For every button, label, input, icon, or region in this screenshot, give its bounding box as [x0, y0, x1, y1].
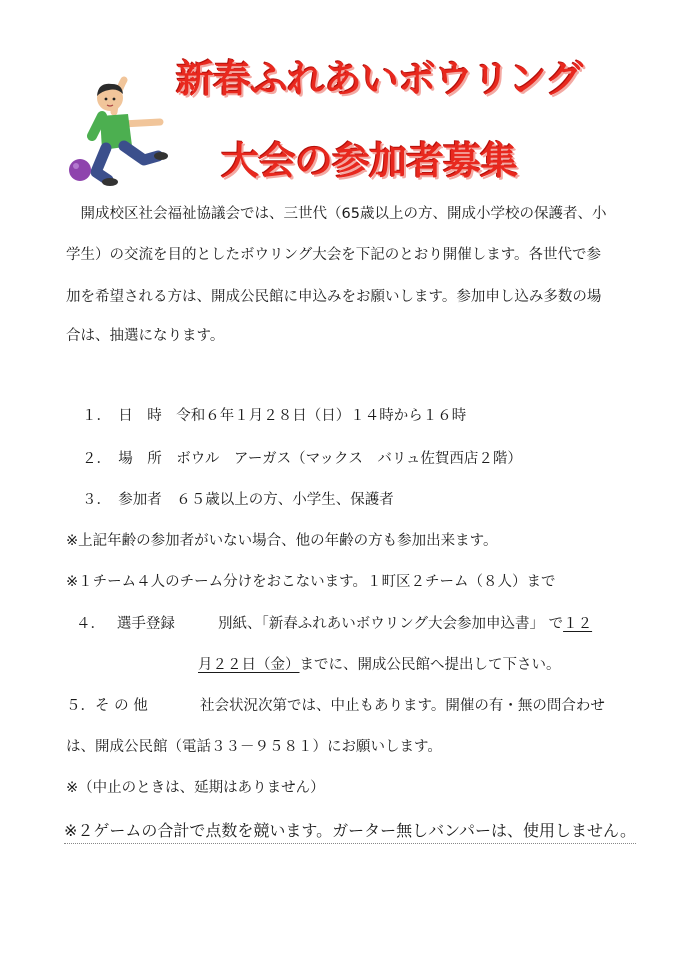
item-date-time: １． 日 時 令和６年１月２８日（日）１４時から１６時: [82, 408, 467, 424]
intro-line-3: 加を希望される方は、開成公民館に申込みをお願いします。参加申し込み多数の場: [66, 289, 602, 305]
item-participants: ３． 参加者 ６５歳以上の方、小学生、保護者: [82, 492, 394, 508]
item-registration-line2: [198, 655, 561, 675]
registration-form-text: 別紙、「新春ふれあいボウリング大会参加申込書」 で: [218, 616, 564, 632]
registration-deadline-part2: 月２２日（金）: [198, 657, 300, 673]
item-other-text: 社会状況次第では、中止もあります。開催の有・無の問合わせ: [200, 698, 605, 714]
page-title-line1: 新春ふれあいボウリング: [175, 57, 583, 101]
item-place: ２． 場 所 ボウル アーガス（マックス バリュ佐賀西店２階）: [82, 451, 522, 467]
note-cancel: ※（中止のときは、延期はありません）: [66, 780, 325, 796]
item-other-text2: は、開成公民館（電話３３－９５８１）にお願いします。: [66, 739, 442, 755]
intro-line-2: 学生）の交流を目的としたボウリング大会を下記のとおり開催します。各世代で参: [66, 247, 602, 263]
note-scoring: ※２ゲームの合計で点数を競います。ガーター無しバンパーは、使用しません。: [64, 818, 636, 844]
intro-line-4: 合は、抽選になります。: [66, 328, 225, 344]
registration-submit-text: までに、開成公民館へ提出して下さい。: [299, 657, 561, 673]
note-age: ※上記年齢の参加者がいない場合、他の年齢の方も参加出来ます。: [66, 533, 498, 549]
item-registration-text: [218, 614, 592, 634]
intro-line-1: 開成校区社会福祉協議会では、三世代（65歳以上の方、開成小学校の保護者、小: [66, 206, 607, 222]
item-registration-label: ４． 選手登録: [76, 616, 175, 632]
registration-deadline-part1: １２: [563, 616, 593, 632]
page-title-line2: 大会の参加者募集: [220, 139, 517, 183]
note-team: ※１チーム４人のチーム分けをおこないます。１町区２チーム（８人）まで: [66, 574, 556, 590]
item-other-label: ５．そ の 他: [66, 698, 148, 714]
